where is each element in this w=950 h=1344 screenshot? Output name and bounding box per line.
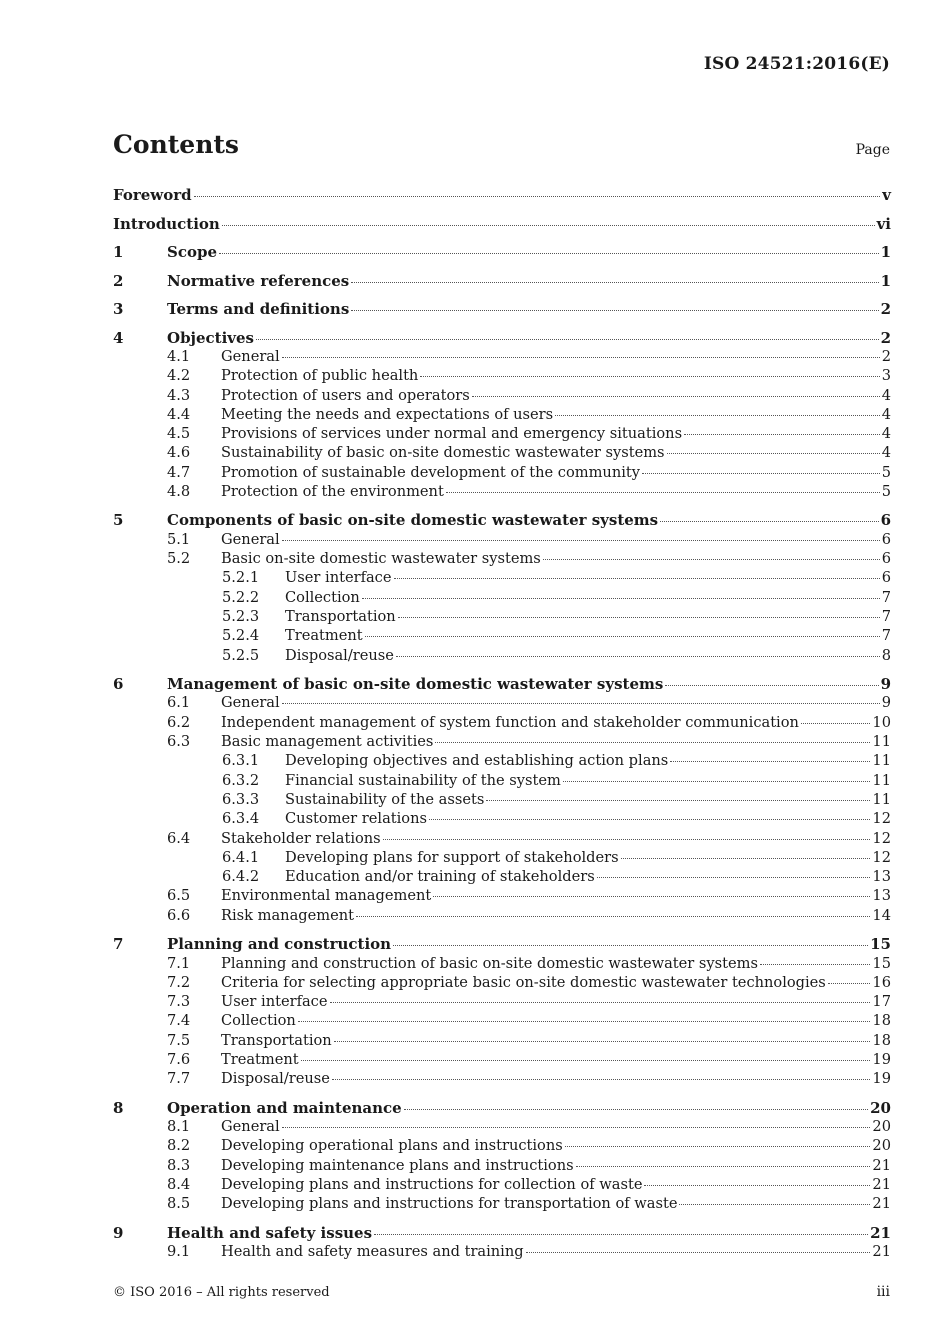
toc-dot-leader xyxy=(435,742,870,743)
toc-dot-leader xyxy=(679,1204,870,1205)
toc-dot-leader xyxy=(219,253,879,254)
toc-entry-title[interactable]: Provisions of services under normal and emergency situations xyxy=(221,425,683,443)
toc-entry-number: 2 xyxy=(113,271,124,290)
toc-dot-leader xyxy=(828,983,871,984)
toc-entry[interactable] xyxy=(113,464,891,483)
toc-entry-title[interactable]: Stakeholder relations xyxy=(221,829,381,847)
toc-entry-page[interactable]: 4 xyxy=(881,425,891,443)
toc-entry-page[interactable]: 11 xyxy=(872,733,891,751)
toc-entry-page[interactable]: 6 xyxy=(881,569,891,587)
toc-entry[interactable] xyxy=(113,1070,891,1089)
toc-entry-number: 4.4 xyxy=(167,405,191,423)
toc-entry-page[interactable]: v xyxy=(882,186,891,204)
toc-entry-title[interactable]: Introduction xyxy=(113,214,220,233)
toc-entry-number: 4.6 xyxy=(167,444,191,462)
toc-dot-leader xyxy=(621,858,871,859)
toc-entry-page[interactable]: 12 xyxy=(872,848,891,866)
toc-entry-number: 5 xyxy=(113,511,124,530)
toc-entry-number: 6.3.3 xyxy=(222,790,260,808)
toc-entry[interactable] xyxy=(113,186,891,206)
toc-entry-page[interactable]: 19 xyxy=(872,1051,891,1068)
toc-entry-title[interactable]: General xyxy=(221,530,280,548)
toc-entry-page[interactable]: 6 xyxy=(881,530,891,548)
toc-entry-title[interactable]: Risk management xyxy=(221,906,354,924)
toc-entry[interactable] xyxy=(113,444,891,463)
toc-dot-leader xyxy=(565,1146,871,1147)
toc-entry[interactable] xyxy=(113,406,891,425)
toc-entry-number: 6.3.4 xyxy=(222,810,260,828)
toc-entry-title[interactable]: Sustainability of the assets xyxy=(285,790,485,808)
toc-dot-leader xyxy=(374,1234,868,1235)
toc-entry-page[interactable]: 17 xyxy=(872,993,891,1011)
toc-entry-title[interactable]: Basic management activities xyxy=(221,733,434,751)
toc-entry[interactable] xyxy=(113,887,891,906)
toc-entry-number: 7.6 xyxy=(167,1051,191,1068)
toc-entry-page[interactable]: 12 xyxy=(872,829,891,847)
toc-entry[interactable] xyxy=(113,1243,891,1262)
toc-dot-leader xyxy=(362,598,880,599)
toc-dot-leader xyxy=(351,282,878,283)
toc-entry-page[interactable]: 6 xyxy=(881,550,891,568)
toc-entry[interactable] xyxy=(113,387,891,406)
toc-entry-number: 7.2 xyxy=(167,973,191,991)
toc-entry-page[interactable]: 15 xyxy=(872,954,891,972)
toc-entry-number: 3 xyxy=(113,300,124,318)
toc-entry-number: 8.2 xyxy=(167,1137,191,1155)
toc-dot-leader xyxy=(365,636,880,637)
toc-entry-number: 6.6 xyxy=(167,906,191,924)
toc-dot-leader xyxy=(332,1079,871,1080)
toc-entry-page[interactable]: 12 xyxy=(872,810,891,828)
toc-entry-title[interactable]: Financial sustainability of the system xyxy=(285,771,561,789)
toc-entry-number: 6.3.2 xyxy=(222,771,260,789)
toc-entry-page[interactable]: 4 xyxy=(881,405,891,423)
toc-entry[interactable] xyxy=(113,425,891,444)
toc-dot-leader xyxy=(420,376,879,377)
toc-dot-leader xyxy=(433,896,870,897)
toc-entry-title[interactable]: Sustainability of basic on-site domestic wastewater systems xyxy=(221,444,665,462)
toc-entry-page[interactable]: 9 xyxy=(880,674,891,693)
toc-entry[interactable] xyxy=(113,320,891,349)
toc-entry-title[interactable]: Meeting the needs and expectations of users xyxy=(221,405,554,423)
toc-entry-title[interactable]: User interface xyxy=(285,569,392,587)
toc-entry-number: 6.4 xyxy=(167,829,191,847)
toc-dot-leader xyxy=(194,196,881,197)
toc-entry-title[interactable]: Transportation xyxy=(285,608,396,626)
toc-dot-leader xyxy=(543,559,880,560)
toc-entry-title[interactable]: Developing maintenance plans and instructions xyxy=(221,1156,574,1174)
toc-entry[interactable] xyxy=(113,1176,891,1195)
toc-entry[interactable] xyxy=(113,234,891,263)
toc-entry-number: 7.5 xyxy=(167,1031,191,1049)
toc-entry-page[interactable]: 1 xyxy=(880,243,891,261)
toc-entry-page[interactable]: 5 xyxy=(881,483,891,501)
toc-entry-title[interactable]: Developing objectives and establishing action plans xyxy=(285,752,669,770)
toc-entry-page[interactable]: 21 xyxy=(872,1156,891,1174)
toc-entry[interactable] xyxy=(113,926,891,955)
toc-entry-number: 6.3 xyxy=(167,733,191,751)
toc-entry-title[interactable]: Planning and construction xyxy=(167,935,392,954)
toc-dot-leader xyxy=(760,964,870,965)
toc-entry-page[interactable]: 11 xyxy=(872,790,891,808)
toc-entry-title[interactable]: Independent management of system function and stakeholder communication xyxy=(221,713,799,731)
toc-dot-leader xyxy=(667,453,880,454)
toc-dot-leader xyxy=(351,310,878,311)
toc-entry[interactable] xyxy=(113,291,891,320)
toc-entry-title[interactable]: Normative references xyxy=(167,271,350,290)
page-column-label: Page xyxy=(855,142,890,158)
toc-entry-number: 6.4.2 xyxy=(222,868,260,886)
toc-dot-leader xyxy=(282,357,880,358)
toc-entry[interactable] xyxy=(113,1032,891,1051)
toc-entry-page[interactable]: 21 xyxy=(872,1195,891,1213)
toc-entry-number: 6.2 xyxy=(167,713,191,731)
toc-entry-title[interactable]: Components of basic on-site domestic wastewater systems xyxy=(167,511,659,530)
toc-entry-page[interactable]: 19 xyxy=(872,1070,891,1088)
toc-entry-page[interactable]: 2 xyxy=(881,348,891,365)
toc-entry-page[interactable]: 18 xyxy=(872,1012,891,1030)
toc-entry-title[interactable]: Developing plans and instructions for collection of waste xyxy=(221,1175,643,1193)
toc-entry[interactable] xyxy=(113,772,891,791)
toc-dot-leader xyxy=(404,1109,868,1110)
toc-entry[interactable] xyxy=(113,647,891,666)
toc-entry-title[interactable]: Transportation xyxy=(221,1031,332,1049)
toc-entry[interactable] xyxy=(113,502,891,531)
toc-entry[interactable] xyxy=(113,1012,891,1031)
toc-entry[interactable] xyxy=(113,348,891,367)
toc-entry[interactable] xyxy=(113,810,891,829)
toc-entry-title[interactable]: Basic on-site domestic wastewater systems xyxy=(221,550,541,568)
toc-entry-page[interactable]: 4 xyxy=(881,444,891,462)
toc-entry-title[interactable]: General xyxy=(221,694,280,712)
toc-entry-number: 4.1 xyxy=(167,348,191,365)
toc-entry-title[interactable]: Treatment xyxy=(221,1051,299,1068)
toc-entry[interactable] xyxy=(113,206,891,235)
toc-entry-title[interactable]: Protection of the environment xyxy=(221,483,444,501)
table-of-contents xyxy=(113,186,891,1262)
toc-dot-leader xyxy=(660,521,878,522)
toc-dot-leader xyxy=(398,617,880,618)
toc-entry-number: 4.3 xyxy=(167,386,191,404)
toc-dot-leader xyxy=(665,685,878,686)
toc-dot-leader xyxy=(563,781,871,782)
toc-dot-leader xyxy=(555,415,880,416)
toc-entry-number: 7.4 xyxy=(167,1012,191,1030)
toc-entry-number: 7.3 xyxy=(167,993,191,1011)
toc-entry-number: 9 xyxy=(113,1223,124,1242)
toc-entry-page[interactable]: 20 xyxy=(870,1098,891,1117)
toc-dot-leader xyxy=(684,434,880,435)
toc-dot-leader xyxy=(396,656,880,657)
toc-entry-title[interactable]: Education and/or training of stakeholders xyxy=(285,868,595,886)
toc-entry-number: 9.1 xyxy=(167,1243,191,1261)
toc-entry[interactable] xyxy=(113,627,891,646)
toc-dot-leader xyxy=(597,877,871,878)
toc-entry-page[interactable]: 3 xyxy=(881,367,891,385)
toc-dot-leader xyxy=(576,1166,871,1167)
toc-entry-number: 5.2.1 xyxy=(222,569,260,587)
toc-entry-title[interactable]: Collection xyxy=(221,1012,296,1030)
toc-entry-title[interactable]: Criteria for selecting appropriate basic on-site domestic wastewater technologies xyxy=(221,973,826,991)
toc-entry-page[interactable]: 20 xyxy=(872,1118,891,1136)
toc-entry-number: 8 xyxy=(113,1098,124,1117)
toc-dot-leader xyxy=(801,723,871,724)
toc-entry-title[interactable]: Collection xyxy=(285,588,360,606)
toc-entry-title[interactable]: Health and safety measures and training xyxy=(221,1243,524,1261)
toc-dot-leader xyxy=(298,1021,871,1022)
toc-entry[interactable] xyxy=(113,1215,891,1244)
toc-entry-title[interactable]: Promotion of sustainable development of the community xyxy=(221,463,640,481)
toc-entry-page[interactable]: 7 xyxy=(881,608,891,626)
toc-entry-page[interactable]: 11 xyxy=(872,752,891,770)
toc-dot-leader xyxy=(282,540,880,541)
toc-dot-leader xyxy=(526,1252,871,1253)
toc-entry-number: 6 xyxy=(113,674,124,693)
toc-entry-title[interactable]: Objectives xyxy=(167,328,254,347)
toc-entry-page[interactable]: 21 xyxy=(872,1243,891,1261)
document-id: ISO 24521:2016(E) xyxy=(703,54,890,74)
toc-entry-number: 8.1 xyxy=(167,1118,191,1136)
toc-entry-page[interactable]: 13 xyxy=(872,868,891,886)
toc-entry-page[interactable]: 21 xyxy=(870,1223,891,1242)
toc-entry-page[interactable]: 21 xyxy=(872,1175,891,1193)
toc-entry[interactable] xyxy=(113,993,891,1012)
toc-dot-leader xyxy=(394,578,880,579)
toc-entry-page[interactable]: 18 xyxy=(872,1031,891,1049)
toc-entry[interactable] xyxy=(113,1051,891,1070)
toc-entry-number: 5.2.4 xyxy=(222,627,260,645)
contents-title: Contents xyxy=(113,130,240,159)
toc-entry-page[interactable]: 7 xyxy=(881,627,891,645)
toc-entry-title[interactable]: Terms and definitions xyxy=(167,300,350,318)
toc-entry[interactable] xyxy=(113,666,891,695)
toc-entry[interactable] xyxy=(113,791,891,810)
toc-dot-leader xyxy=(429,819,870,820)
toc-entry-title[interactable]: Operation and maintenance xyxy=(167,1098,402,1117)
footer-copyright: © ISO 2016 – All rights reserved xyxy=(113,1285,330,1300)
toc-entry[interactable] xyxy=(113,694,891,713)
toc-entry-page[interactable]: 10 xyxy=(872,713,891,731)
toc-entry-number: 6.4.1 xyxy=(222,848,260,866)
toc-entry-title[interactable]: Protection of users and operators xyxy=(221,386,470,404)
toc-dot-leader xyxy=(670,761,870,762)
toc-entry-page[interactable]: 11 xyxy=(872,771,891,789)
toc-entry-number: 5.2 xyxy=(167,550,191,568)
toc-entry-number: 5.2.5 xyxy=(222,646,260,664)
toc-entry-page[interactable]: 13 xyxy=(872,887,891,905)
toc-entry-page[interactable]: 16 xyxy=(872,973,891,991)
toc-dot-leader xyxy=(642,473,880,474)
toc-entry-number: 8.3 xyxy=(167,1156,191,1174)
toc-entry[interactable] xyxy=(113,1118,891,1137)
toc-dot-leader xyxy=(393,945,868,946)
toc-entry-page[interactable]: 1 xyxy=(880,271,891,290)
toc-entry-number: 5.2.3 xyxy=(222,608,260,626)
toc-entry[interactable] xyxy=(113,569,891,588)
toc-entry-page[interactable]: 7 xyxy=(881,588,891,606)
toc-entry[interactable] xyxy=(113,868,891,887)
toc-entry-number: 7 xyxy=(113,935,124,954)
toc-dot-leader xyxy=(334,1041,871,1042)
toc-entry[interactable] xyxy=(113,714,891,733)
toc-entry-title[interactable]: Protection of public health xyxy=(221,367,419,385)
toc-dot-leader xyxy=(301,1060,871,1061)
toc-entry-title[interactable]: Foreword xyxy=(113,186,192,204)
toc-entry[interactable] xyxy=(113,550,891,569)
toc-entry[interactable] xyxy=(113,1195,891,1214)
toc-entry-title[interactable]: Treatment xyxy=(285,627,363,645)
toc-dot-leader xyxy=(383,839,871,840)
toc-entry-title[interactable]: Disposal/reuse xyxy=(285,646,394,664)
toc-entry[interactable] xyxy=(113,733,891,752)
footer-page-number: iii xyxy=(876,1284,890,1300)
toc-dot-leader xyxy=(330,1002,871,1003)
toc-entry[interactable] xyxy=(113,1137,891,1156)
toc-entry-number: 6.1 xyxy=(167,694,191,712)
toc-entry[interactable] xyxy=(113,974,891,993)
toc-entry[interactable] xyxy=(113,483,891,502)
toc-dot-leader xyxy=(472,396,880,397)
toc-entry-page[interactable]: 9 xyxy=(881,694,891,712)
toc-entry-page[interactable]: 4 xyxy=(881,386,891,404)
toc-entry-title[interactable]: General xyxy=(221,348,280,365)
toc-dot-leader xyxy=(282,703,880,704)
toc-entry-page[interactable]: 20 xyxy=(872,1137,891,1155)
toc-entry[interactable] xyxy=(113,1157,891,1176)
toc-entry-page[interactable]: 15 xyxy=(870,935,891,954)
toc-entry-title[interactable]: General xyxy=(221,1118,280,1136)
toc-entry-number: 7.1 xyxy=(167,954,191,972)
toc-entry-page[interactable]: 5 xyxy=(881,463,891,481)
toc-entry-title[interactable]: User interface xyxy=(221,993,328,1011)
toc-entry-page[interactable]: 14 xyxy=(872,906,891,924)
toc-entry-number: 5.1 xyxy=(167,530,191,548)
toc-entry[interactable] xyxy=(113,608,891,627)
toc-entry-number: 8.5 xyxy=(167,1195,191,1213)
toc-entry-number: 6.3.1 xyxy=(222,752,260,770)
toc-entry-number: 4.8 xyxy=(167,483,191,501)
toc-entry-number: 6.5 xyxy=(167,887,191,905)
toc-entry[interactable] xyxy=(113,955,891,974)
toc-dot-leader xyxy=(222,225,875,226)
toc-entry[interactable] xyxy=(113,1090,891,1119)
toc-entry-number: 4.7 xyxy=(167,463,191,481)
toc-entry[interactable] xyxy=(113,830,891,849)
toc-entry-number: 8.4 xyxy=(167,1175,191,1193)
toc-entry-number: 7.7 xyxy=(167,1070,191,1088)
toc-dot-leader xyxy=(256,339,879,340)
toc-entry[interactable] xyxy=(113,849,891,868)
toc-entry-title[interactable]: Scope xyxy=(167,243,218,261)
toc-entry-page[interactable]: 2 xyxy=(880,328,891,347)
toc-entry-number: 4.5 xyxy=(167,425,191,443)
toc-entry[interactable] xyxy=(113,752,891,771)
toc-entry[interactable] xyxy=(113,263,891,292)
toc-entry-title[interactable]: Management of basic on-site domestic wastewater systems xyxy=(167,674,664,693)
toc-entry-title[interactable]: Disposal/reuse xyxy=(221,1070,330,1088)
toc-entry-title[interactable]: Health and safety issues xyxy=(167,1223,373,1242)
toc-entry-title[interactable]: Customer relations xyxy=(285,810,427,828)
toc-entry[interactable] xyxy=(113,589,891,608)
toc-entry-title[interactable]: Environmental management xyxy=(221,887,432,905)
toc-entry-title[interactable]: Developing plans for support of stakeholders xyxy=(285,848,619,866)
toc-entry-page[interactable]: 2 xyxy=(880,300,891,318)
toc-entry-title[interactable]: Developing operational plans and instructions xyxy=(221,1137,563,1155)
toc-entry[interactable] xyxy=(113,531,891,550)
toc-dot-leader xyxy=(486,800,870,801)
toc-entry[interactable] xyxy=(113,367,891,386)
toc-dot-leader xyxy=(446,492,880,493)
toc-entry-number: 4 xyxy=(113,328,124,347)
toc-entry-page[interactable]: vi xyxy=(876,214,891,233)
toc-entry-title[interactable]: Planning and construction of basic on-site domestic wastewater systems xyxy=(221,954,758,972)
toc-entry-number: 4.2 xyxy=(167,367,191,385)
toc-dot-leader xyxy=(282,1127,871,1128)
toc-entry-page[interactable]: 6 xyxy=(880,511,891,530)
toc-entry-title[interactable]: Developing plans and instructions for transportation of waste xyxy=(221,1195,678,1213)
toc-entry-number: 1 xyxy=(113,243,124,261)
toc-entry-number: 5.2.2 xyxy=(222,588,260,606)
toc-dot-leader xyxy=(644,1185,870,1186)
toc-entry[interactable] xyxy=(113,907,891,926)
toc-dot-leader xyxy=(356,916,870,917)
toc-entry-page[interactable]: 8 xyxy=(881,646,891,664)
